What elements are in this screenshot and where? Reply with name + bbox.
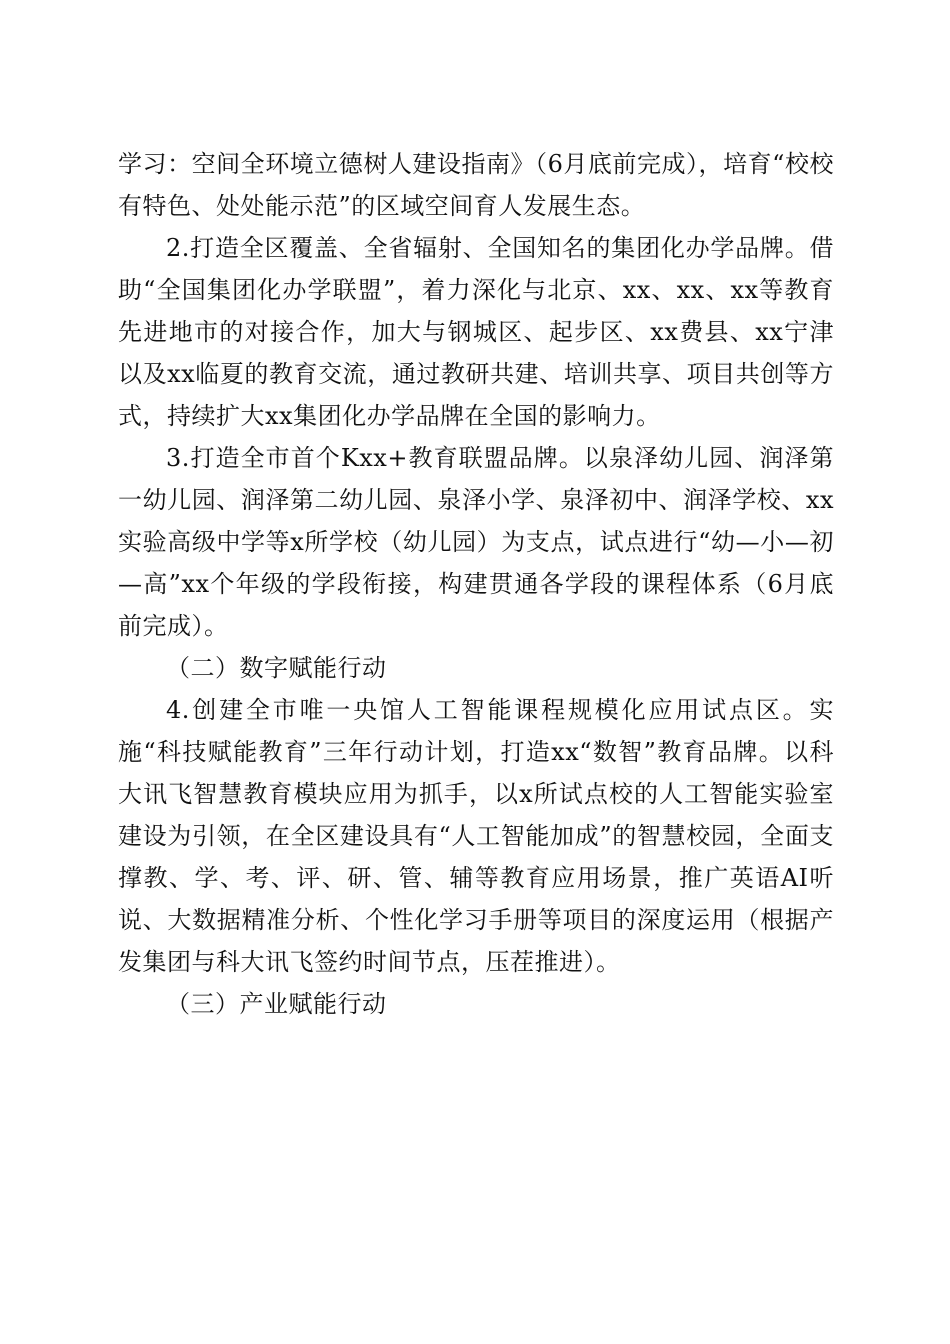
document-body — [118, 143, 834, 1025]
paragraph-3: 3.打造全市首个Kxx+教育联盟品牌。以泉泽幼儿园、润泽第一幼儿园、润泽第二幼儿园、泉泽小学、泉泽初中、润泽学校、xx实验高级中学等x所学校（幼儿园）为支点，试点进行“幼—小—初—高”xx个年级的学段衔接，构建贯通各学段的课程体系（6月底前完成）。 — [118, 444, 834, 640]
section-heading-industry: （三）产业赋能行动 — [166, 990, 387, 1018]
paragraph-2: 2.打造全区覆盖、全省辐射、全国知名的集团化办学品牌。借助“全国集团化办学联盟”，着力深化与北京、xx、xx、xx等教育先进地市的对接合作，加大与钢城区、起步区、xx费县、xx宁津以及xx临夏的教育交流，通过教研共建、培训共享、项目共创等方式，持续扩大xx集团化办学品牌在全国的影响力。 — [118, 234, 834, 430]
paragraph-4: 4.创建全市唯一央馆人工智能课程规模化应用试点区。实施“科技赋能教育”三年行动计划，打造xx“数智”教育品牌。以科大讯飞智慧教育模块应用为抓手，以x所试点校的人工智能实验室建设为引领，在全区建设具有“人工智能加成”的智慧校园，全面支撑教、学、考、评、研、管、辅等教育应用场景，推广英语AI听说、大数据精准分析、个性化学习手册等项目的深度运用（根据产发集团与科大讯飞签约时间节点，压茬推进）。 — [118, 696, 834, 976]
paragraph-continuation: 学习：空间全环境立德树人建设指南》（6月底前完成），培育“校校有特色、处处能示范”的区域空间育人发展生态。 — [118, 150, 834, 220]
section-heading-digital: （二）数字赋能行动 — [166, 654, 387, 682]
